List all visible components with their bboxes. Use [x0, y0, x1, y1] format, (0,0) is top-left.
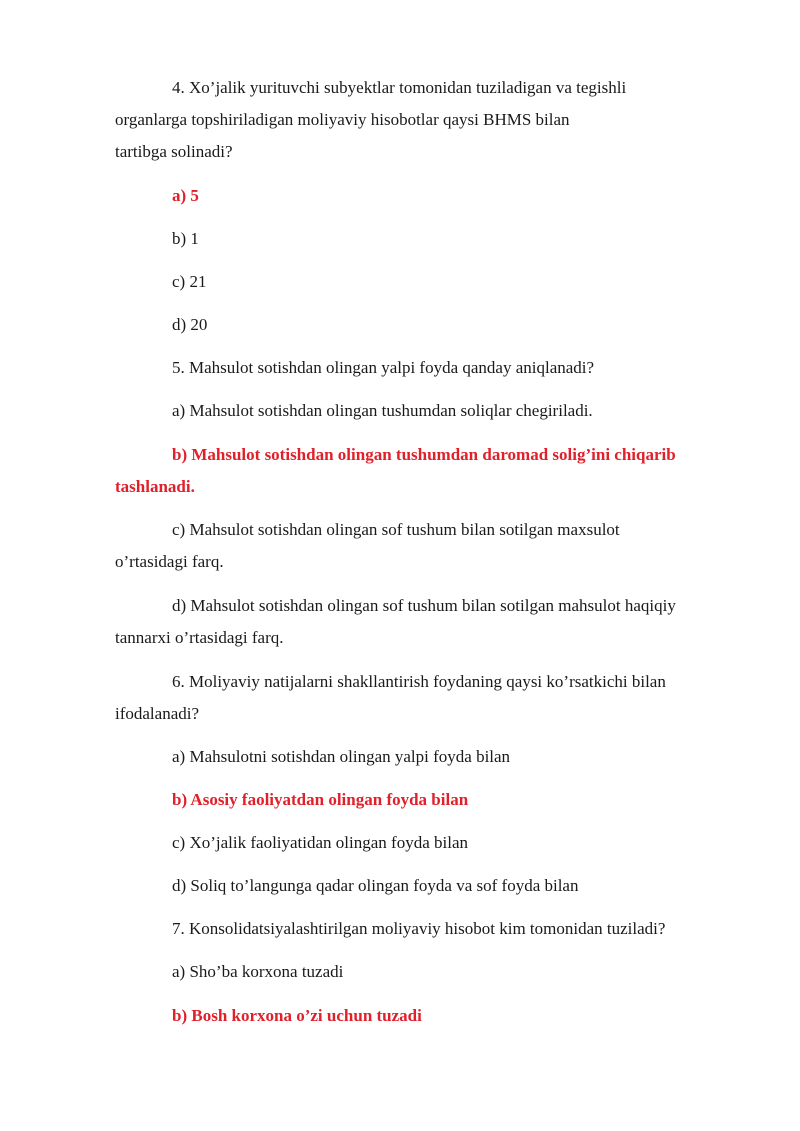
answer-option: b) 1: [172, 229, 199, 248]
answer-option: [115, 590, 735, 654]
answer-line: tannarxi o’rtasidagi farq.: [115, 628, 284, 647]
answer-line: c) Mahsulot sotishdan olingan sof tushum bilan sotilgan maxsulot: [172, 520, 620, 539]
answer-line: d) Mahsulot sotishdan olingan sof tushum bilan sotilgan mahsulot haqiqiy: [172, 596, 676, 615]
question-line: 4. Xo’jalik yurituvchi subyektlar tomonidan tuziladigan va tegishli: [172, 78, 627, 97]
answer-option: d) Soliq to’langunga qadar olingan foyda va sof foyda bilan: [172, 876, 579, 895]
answer-option-correct: a) 5: [172, 186, 199, 205]
answer-option-correct: b) Bosh korxona o’zi uchun tuzadi: [172, 1006, 422, 1025]
question-5: 5. Mahsulot sotishdan olingan yalpi foyda qanday aniqlanadi?: [172, 358, 595, 377]
answer-option: c) Xo’jalik faoliyatidan olingan foyda bilan: [172, 833, 468, 852]
answer-line: tashlanadi.: [115, 477, 195, 496]
answer-option: [115, 514, 735, 578]
question-line: tartibga solinadi?: [115, 142, 233, 161]
answer-option: d) 20: [172, 315, 208, 334]
question-line: ifodalanadi?: [115, 704, 200, 723]
question-7: 7. Konsolidatsiyalashtirilgan moliyaviy hisobot kim tomonidan tuziladi?: [172, 919, 666, 938]
answer-option-correct: b) Asosiy faoliyatdan olingan foyda bilan: [172, 790, 469, 809]
question-line: 6. Moliyaviy natijalarni shakllantirish foydaning qaysi ko’rsatkichi bilan: [172, 672, 666, 691]
question-6: [115, 666, 735, 730]
answer-line: o’rtasidagi farq.: [115, 552, 224, 571]
answer-option: c) 21: [172, 272, 207, 291]
question-4: [115, 72, 735, 168]
answer-option: a) Mahsulotni sotishdan olingan yalpi foyda bilan: [172, 747, 511, 766]
answer-option-correct: [115, 439, 735, 503]
question-line: organlarga topshiriladigan moliyaviy hisobotlar qaysi BHMS bilan: [115, 110, 570, 129]
answer-option: a) Sho’ba korxona tuzadi: [172, 962, 344, 981]
answer-option: a) Mahsulot sotishdan olingan tushumdan soliqlar chegiriladi.: [172, 401, 593, 420]
answer-line: b) Mahsulot sotishdan olingan tushumdan daromad solig’ini chiqarib: [172, 445, 676, 464]
